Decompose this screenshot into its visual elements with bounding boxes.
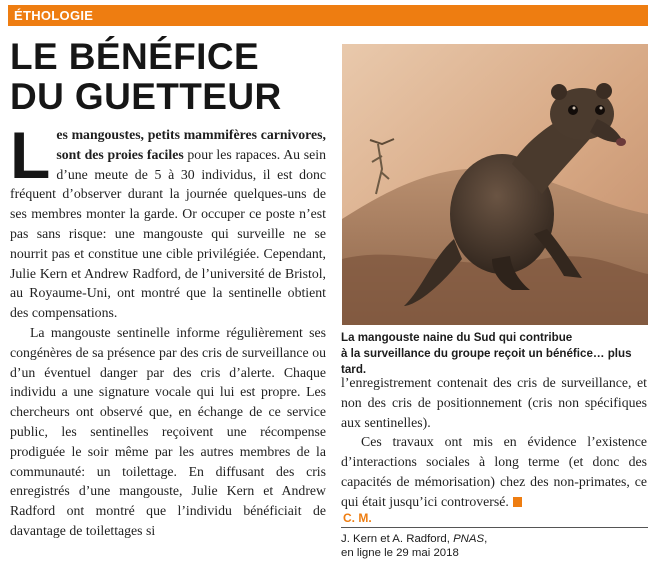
caption-line-2: à la surveillance du groupe reçoit un bénéfice… plus tard.	[341, 347, 632, 376]
source-reference	[341, 532, 641, 560]
paragraph-3-text: Ces travaux ont mis en évidence l’existence d’interactions sociales à long terme (et donc des capacités de mémorisation) chez des non-primates, ce qui était jusqu’ici controversé.	[341, 434, 647, 509]
body-paragraph-3	[341, 432, 647, 511]
article-headline	[10, 37, 330, 117]
drop-cap: L	[10, 118, 51, 192]
section-label: ÉTHOLOGIE	[14, 8, 94, 23]
author-signature: C. M.	[343, 511, 372, 525]
caption-line-1: La mangouste naine du Sud qui contribue	[341, 331, 573, 344]
intro-body: pour les rapaces. Au sein d’une meute de 5 à 30 individus, il est donc fréquent d’observer durant la journée quelques-uns de ses membres monter la garde. Or occuper ce poste n’est pas sans risque: une mangouste qui surveille ne se nourrit pas et constitue une cible privilégiée. Cependant, Julie Kern et Andrew Radford, de l’université de Bristol, au Royaume-Uni, ont montré que la sentinelle obtient des compensations.	[10, 146, 326, 321]
photo-caption	[341, 330, 651, 378]
end-mark-icon	[513, 497, 522, 507]
reference-authors: J. Kern et A. Radford,	[341, 533, 454, 545]
reference-date: en ligne le 29 mai 2018	[341, 547, 459, 559]
reference-comma: ,	[484, 533, 488, 545]
left-column	[10, 118, 326, 541]
body-paragraph-2-continued: l’enregistrement contenait des cris de surveillance, et non des cris de positionnement (cris non spécifiques aux sentinelles).	[341, 375, 647, 430]
section-rubric	[8, 5, 648, 26]
reference-journal: PNAS	[453, 533, 485, 545]
intro-paragraph	[10, 118, 326, 323]
intro-lead: es mangoustes, petits mammifères carnivores, sont des proies faciles	[56, 127, 326, 162]
reference-divider	[341, 527, 648, 528]
headline-line-2: DU GUETTEUR	[10, 76, 282, 117]
headline-line-1: LE BÉNÉFICE	[10, 36, 260, 77]
body-paragraph-2: La mangouste sentinelle informe régulièrement ses congénères de sa présence par des cris de surveillance ou d’un éventuel danger par des cris d’alerte. Chaque individu a une signature vocale qui lui est propre. Les chercheurs ont observé que, en échange de ce service public, les sentinelles reçoivent une récompense prodiguée le soir même par les autres membres de la communauté: un toilettage. En diffusant des cris enregistrés d’une mangouste, Julie Kern et Andrew Radford ont montré que l’individu bénéficiait de davantage de toilettages si	[10, 324, 326, 538]
mongoose-illustration	[342, 44, 648, 325]
mongoose-photo	[342, 44, 648, 325]
right-column	[341, 373, 647, 512]
